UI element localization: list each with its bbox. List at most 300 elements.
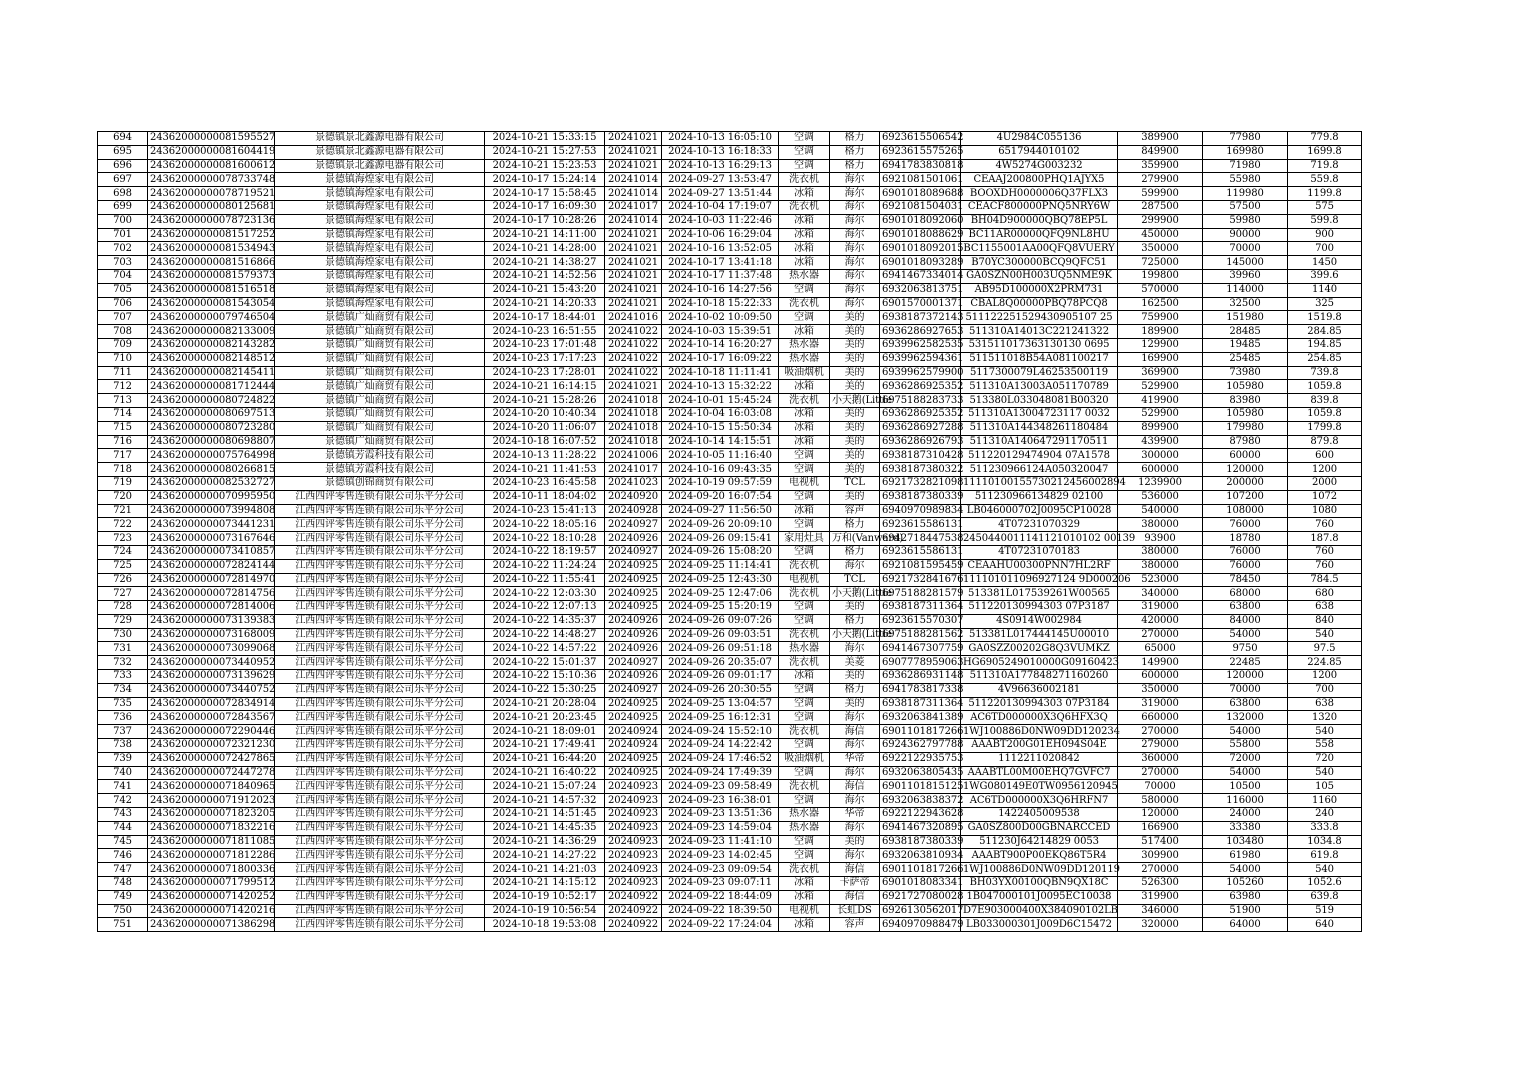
category-cell: 空调 [779, 449, 830, 463]
amount-cell: 1034.8 [1288, 835, 1362, 849]
date-code-cell: 20240926 [605, 642, 662, 656]
date-code-cell: 20240926 [605, 532, 662, 546]
category-cell: 洗衣机 [779, 394, 830, 408]
subsidy-cell: 179980 [1203, 421, 1288, 435]
category-cell: 冰箱 [779, 407, 830, 421]
row-number-cell: 707 [98, 311, 148, 325]
serial-number-cell: 511310A140647291170511 [961, 435, 1118, 449]
row-number-cell: 723 [98, 532, 148, 546]
row-number-cell: 697 [98, 173, 148, 187]
purchase-time-cell: 2024-09-26 09:07:26 [662, 614, 779, 628]
merchant-name-cell: 江西四评零售连锁有限公司乐平分公司 [275, 504, 485, 518]
submit-time-cell: 2024-10-22 15:01:37 [485, 656, 605, 670]
data-table [97, 131, 1362, 932]
amount-cell: 1199.8 [1288, 187, 1362, 201]
subsidy-cell: 10500 [1203, 780, 1288, 794]
date-code-cell: 20241018 [605, 407, 662, 421]
submit-time-cell: 2024-10-21 14:21:03 [485, 863, 605, 877]
subsidy-cell: 145000 [1203, 256, 1288, 270]
row-number-cell: 733 [98, 670, 148, 684]
table-row [98, 256, 1362, 270]
amount-cell: 1059.8 [1288, 407, 1362, 421]
table-row [98, 159, 1362, 173]
barcode-cell: 6936286926793 [880, 435, 961, 449]
amount-cell: 599.8 [1288, 214, 1362, 228]
subsidy-cell: 63800 [1203, 697, 1288, 711]
date-code-cell: 20241021 [605, 145, 662, 159]
category-cell: 空调 [779, 518, 830, 532]
row-number-cell: 728 [98, 601, 148, 615]
row-number-cell: 748 [98, 877, 148, 891]
subsidy-cell: 114000 [1203, 283, 1288, 297]
price-cell: 536000 [1118, 490, 1203, 504]
record-id-cell: 24362000000071799512 [148, 877, 275, 891]
table-row [98, 325, 1362, 339]
merchant-name-cell: 景德镇广灿商贸有限公司 [275, 435, 485, 449]
serial-number-cell: D7E903000400X384090102LB [961, 904, 1118, 918]
price-cell: 369900 [1118, 366, 1203, 380]
table-row [98, 269, 1362, 283]
brand-cell: 海尔 [830, 794, 880, 808]
record-id-cell: 24362000000073099068 [148, 642, 275, 656]
category-cell: 冰箱 [779, 228, 830, 242]
table-row [98, 352, 1362, 366]
purchase-time-cell: 2024-10-16 13:52:05 [662, 242, 779, 256]
category-cell: 冰箱 [779, 187, 830, 201]
category-cell: 热水器 [779, 808, 830, 822]
barcode-cell: 6901018083341 [880, 877, 961, 891]
barcode-cell: 6975188283733 [880, 394, 961, 408]
merchant-name-cell: 景德镇广灿商贸有限公司 [275, 338, 485, 352]
serial-number-cell: 11110100155730212456002894 [961, 476, 1118, 490]
brand-cell: 美的 [830, 325, 880, 339]
amount-cell: 540 [1288, 766, 1362, 780]
merchant-name-cell: 景德镇广灿商贸有限公司 [275, 325, 485, 339]
subsidy-cell: 19485 [1203, 338, 1288, 352]
row-number-cell: 708 [98, 325, 148, 339]
subsidy-cell: 90000 [1203, 228, 1288, 242]
subsidy-cell: 200000 [1203, 476, 1288, 490]
record-id-cell: 24362000000080698807 [148, 435, 275, 449]
date-code-cell: 20240927 [605, 545, 662, 559]
table-row [98, 421, 1362, 435]
barcode-cell: 6939962594361 [880, 352, 961, 366]
serial-number-cell: 1WJ100886D0NW09DD120119 [961, 863, 1118, 877]
barcode-cell: 6938187311364 [880, 601, 961, 615]
brand-cell: 美的 [830, 338, 880, 352]
merchant-name-cell: 江西四评零售连锁有限公司乐平分公司 [275, 559, 485, 573]
amount-cell: 739.8 [1288, 366, 1362, 380]
serial-number-cell: 511230966134829 02100 [961, 490, 1118, 504]
brand-cell: 海尔 [830, 242, 880, 256]
record-id-cell: 24362000000073139383 [148, 614, 275, 628]
merchant-name-cell: 江西四评零售连锁有限公司乐平分公司 [275, 890, 485, 904]
barcode-cell: 6975188281562 [880, 628, 961, 642]
serial-number-cell: 531511017363130130 0695 [961, 338, 1118, 352]
submit-time-cell: 2024-10-17 15:58:45 [485, 187, 605, 201]
amount-cell: 1200 [1288, 670, 1362, 684]
serial-number-cell: 511310A177848271160260 [961, 670, 1118, 684]
category-cell: 空调 [779, 159, 830, 173]
merchant-name-cell: 江西四评零售连锁有限公司乐平分公司 [275, 766, 485, 780]
merchant-name-cell: 江西四评零售连锁有限公司乐平分公司 [275, 656, 485, 670]
barcode-cell: 6941467334014 [880, 269, 961, 283]
subsidy-cell: 76000 [1203, 545, 1288, 559]
submit-time-cell: 2024-10-22 15:10:36 [485, 670, 605, 684]
price-cell: 517400 [1118, 835, 1203, 849]
serial-number-cell: 1WG080149E0TW0956120945 [961, 780, 1118, 794]
row-number-cell: 705 [98, 283, 148, 297]
row-number-cell: 736 [98, 711, 148, 725]
table-row [98, 780, 1362, 794]
submit-time-cell: 2024-10-11 18:04:02 [485, 490, 605, 504]
record-id-cell: 24362000000073168009 [148, 628, 275, 642]
subsidy-cell: 87980 [1203, 435, 1288, 449]
amount-cell: 2000 [1288, 476, 1362, 490]
subsidy-cell: 63980 [1203, 890, 1288, 904]
subsidy-cell: 33380 [1203, 821, 1288, 835]
brand-cell: 海尔 [830, 739, 880, 753]
brand-cell: 海尔 [830, 256, 880, 270]
barcode-cell: 6940970988479 [880, 918, 961, 932]
amount-cell: 700 [1288, 683, 1362, 697]
purchase-time-cell: 2024-10-14 16:20:27 [662, 338, 779, 352]
brand-cell: 海尔 [830, 228, 880, 242]
submit-time-cell: 2024-10-21 14:20:33 [485, 297, 605, 311]
purchase-time-cell: 2024-09-26 20:35:07 [662, 656, 779, 670]
purchase-time-cell: 2024-09-23 11:41:10 [662, 835, 779, 849]
price-cell: 166900 [1118, 821, 1203, 835]
amount-cell: 640 [1288, 918, 1362, 932]
brand-cell: 海信 [830, 725, 880, 739]
record-id-cell: 24362000000073167646 [148, 532, 275, 546]
merchant-name-cell: 江西四评零售连锁有限公司乐平分公司 [275, 614, 485, 628]
submit-time-cell: 2024-10-23 15:41:13 [485, 504, 605, 518]
brand-cell: 卡萨帝 [830, 877, 880, 891]
brand-cell: 海尔 [830, 283, 880, 297]
record-id-cell: 24362000000079746504 [148, 311, 275, 325]
date-code-cell: 20241021 [605, 242, 662, 256]
record-id-cell: 24362000000071912023 [148, 794, 275, 808]
price-cell: 346000 [1118, 904, 1203, 918]
category-cell: 电视机 [779, 573, 830, 587]
amount-cell: 240 [1288, 808, 1362, 822]
barcode-cell: 6936286925352 [880, 380, 961, 394]
amount-cell: 1699.8 [1288, 145, 1362, 159]
row-number-cell: 724 [98, 545, 148, 559]
brand-cell: 小天鹅(Little [830, 628, 880, 642]
purchase-time-cell: 2024-09-25 16:12:31 [662, 711, 779, 725]
purchase-time-cell: 2024-09-23 09:09:54 [662, 863, 779, 877]
brand-cell: 美的 [830, 311, 880, 325]
date-code-cell: 20241006 [605, 449, 662, 463]
table-row [98, 670, 1362, 684]
submit-time-cell: 2024-10-21 20:23:45 [485, 711, 605, 725]
row-number-cell: 740 [98, 766, 148, 780]
price-cell: 1239900 [1118, 476, 1203, 490]
purchase-time-cell: 2024-09-26 20:30:55 [662, 683, 779, 697]
date-code-cell: 20240924 [605, 725, 662, 739]
category-cell: 空调 [779, 132, 830, 146]
submit-time-cell: 2024-10-21 14:57:32 [485, 794, 605, 808]
row-number-cell: 747 [98, 863, 148, 877]
serial-number-cell: 4S0914W002984 [961, 614, 1118, 628]
table-row [98, 766, 1362, 780]
serial-number-cell: GA0SZZ00202G8Q3VUMKZ [961, 642, 1118, 656]
table-row [98, 297, 1362, 311]
row-number-cell: 749 [98, 890, 148, 904]
record-id-cell: 24362000000081517252 [148, 228, 275, 242]
category-cell: 冰箱 [779, 918, 830, 932]
date-code-cell: 20241018 [605, 394, 662, 408]
submit-time-cell: 2024-10-22 14:48:27 [485, 628, 605, 642]
brand-cell: 海尔 [830, 711, 880, 725]
serial-number-cell: BOOXDH0000006Q37FLX3 [961, 187, 1118, 201]
date-code-cell: 20240925 [605, 601, 662, 615]
purchase-time-cell: 2024-10-18 11:11:41 [662, 366, 779, 380]
row-number-cell: 729 [98, 614, 148, 628]
date-code-cell: 20240923 [605, 849, 662, 863]
table-row [98, 890, 1362, 904]
price-cell: 580000 [1118, 794, 1203, 808]
serial-number-cell: AC6TD000000X3Q6HRFN7 [961, 794, 1118, 808]
date-code-cell: 20241023 [605, 476, 662, 490]
category-cell: 空调 [779, 697, 830, 711]
brand-cell: 海尔 [830, 297, 880, 311]
date-code-cell: 20240925 [605, 559, 662, 573]
date-code-cell: 20240923 [605, 821, 662, 835]
merchant-name-cell: 江西四评零售连锁有限公司乐平分公司 [275, 904, 485, 918]
brand-cell: 美的 [830, 670, 880, 684]
purchase-time-cell: 2024-10-17 11:37:48 [662, 269, 779, 283]
record-id-cell: 24362000000073994808 [148, 504, 275, 518]
subsidy-cell: 68000 [1203, 587, 1288, 601]
price-cell: 380000 [1118, 559, 1203, 573]
subsidy-cell: 70000 [1203, 683, 1288, 697]
submit-time-cell: 2024-10-21 15:23:53 [485, 159, 605, 173]
table-row [98, 573, 1362, 587]
subsidy-cell: 103480 [1203, 835, 1288, 849]
purchase-time-cell: 2024-09-26 09:15:41 [662, 532, 779, 546]
purchase-time-cell: 2024-10-03 11:22:46 [662, 214, 779, 228]
serial-number-cell: LB046000702J0095CP10028 [961, 504, 1118, 518]
serial-number-cell: 511310A144348261180484 [961, 421, 1118, 435]
serial-number-cell: 513381L017444145U00010 [961, 628, 1118, 642]
subsidy-cell: 83980 [1203, 394, 1288, 408]
purchase-time-cell: 2024-09-24 17:49:39 [662, 766, 779, 780]
row-number-cell: 739 [98, 752, 148, 766]
price-cell: 279900 [1118, 173, 1203, 187]
date-code-cell: 20240923 [605, 835, 662, 849]
row-number-cell: 702 [98, 242, 148, 256]
table-row [98, 877, 1362, 891]
serial-number-cell: CBAL8Q00000PBQ78PCQ8 [961, 297, 1118, 311]
amount-cell: 760 [1288, 559, 1362, 573]
serial-number-cell: 4U2984C055136 [961, 132, 1118, 146]
record-id-cell: 24362000000081712444 [148, 380, 275, 394]
serial-number-cell: HG6905249010000G09160423 [961, 656, 1118, 670]
row-number-cell: 715 [98, 421, 148, 435]
serial-number-cell: AAABT200G01EH094S04E [961, 739, 1118, 753]
barcode-cell: 6901018089688 [880, 187, 961, 201]
price-cell: 320000 [1118, 918, 1203, 932]
purchase-time-cell: 2024-09-27 13:53:47 [662, 173, 779, 187]
merchant-name-cell: 景德镇广灿商贸有限公司 [275, 380, 485, 394]
record-id-cell: 24362000000072824144 [148, 559, 275, 573]
merchant-name-cell: 景德镇海煌家电有限公司 [275, 200, 485, 214]
barcode-cell: 6941783830818 [880, 159, 961, 173]
row-number-cell: 744 [98, 821, 148, 835]
subsidy-cell: 70000 [1203, 242, 1288, 256]
price-cell: 389900 [1118, 132, 1203, 146]
category-cell: 冰箱 [779, 214, 830, 228]
date-code-cell: 20240922 [605, 918, 662, 932]
barcode-cell: 6932063841389 [880, 711, 961, 725]
date-code-cell: 20240925 [605, 573, 662, 587]
purchase-time-cell: 2024-10-17 13:41:18 [662, 256, 779, 270]
subsidy-cell: 54000 [1203, 725, 1288, 739]
table-row [98, 518, 1362, 532]
price-cell: 149900 [1118, 656, 1203, 670]
brand-cell: 小天鹅(Little [830, 394, 880, 408]
date-code-cell: 20240925 [605, 752, 662, 766]
table-row [98, 449, 1362, 463]
amount-cell: 839.8 [1288, 394, 1362, 408]
table-row [98, 407, 1362, 421]
amount-cell: 1799.8 [1288, 421, 1362, 435]
merchant-name-cell: 江西四评零售连锁有限公司乐平分公司 [275, 532, 485, 546]
subsidy-cell: 105260 [1203, 877, 1288, 891]
table-row [98, 794, 1362, 808]
barcode-cell: 6923615586131 [880, 518, 961, 532]
price-cell: 65000 [1118, 642, 1203, 656]
spreadsheet-sheet [97, 131, 1361, 932]
table-row [98, 394, 1362, 408]
submit-time-cell: 2024-10-21 14:27:22 [485, 849, 605, 863]
barcode-cell: 6901101817266 [880, 863, 961, 877]
amount-cell: 1200 [1288, 463, 1362, 477]
category-cell: 吸油烟机 [779, 366, 830, 380]
record-id-cell: 24362000000071832216 [148, 821, 275, 835]
amount-cell: 779.8 [1288, 132, 1362, 146]
submit-time-cell: 2024-10-22 15:30:25 [485, 683, 605, 697]
amount-cell: 540 [1288, 725, 1362, 739]
barcode-cell: 6936286925352 [880, 407, 961, 421]
submit-time-cell: 2024-10-21 15:28:26 [485, 394, 605, 408]
amount-cell: 1450 [1288, 256, 1362, 270]
serial-number-cell: 511511018B54A081100217 [961, 352, 1118, 366]
barcode-cell: 6926130562017 [880, 904, 961, 918]
purchase-time-cell: 2024-09-24 15:52:10 [662, 725, 779, 739]
submit-time-cell: 2024-10-23 16:45:58 [485, 476, 605, 490]
submit-time-cell: 2024-10-22 18:19:57 [485, 545, 605, 559]
submit-time-cell: 2024-10-22 12:07:13 [485, 601, 605, 615]
barcode-cell: 6921081504031 [880, 200, 961, 214]
submit-time-cell: 2024-10-22 18:05:16 [485, 518, 605, 532]
amount-cell: 1320 [1288, 711, 1362, 725]
subsidy-cell: 78450 [1203, 573, 1288, 587]
subsidy-cell: 73980 [1203, 366, 1288, 380]
brand-cell: 格力 [830, 132, 880, 146]
row-number-cell: 710 [98, 352, 148, 366]
brand-cell: 美的 [830, 352, 880, 366]
date-code-cell: 20241014 [605, 187, 662, 201]
serial-number-cell: AB95D100000X2PRM731 [961, 283, 1118, 297]
merchant-name-cell: 景德镇海煌家电有限公司 [275, 214, 485, 228]
merchant-name-cell: 景德镇广灿商贸有限公司 [275, 311, 485, 325]
serial-number-cell: 1112211020842 [961, 752, 1118, 766]
table-row [98, 380, 1362, 394]
merchant-name-cell: 景德镇海煌家电有限公司 [275, 187, 485, 201]
purchase-time-cell: 2024-09-26 09:51:18 [662, 642, 779, 656]
record-id-cell: 24362000000078733748 [148, 173, 275, 187]
record-id-cell: 24362000000072321230 [148, 739, 275, 753]
amount-cell: 575 [1288, 200, 1362, 214]
serial-number-cell: 511230J64214829 0053 [961, 835, 1118, 849]
submit-time-cell: 2024-10-20 10:40:34 [485, 407, 605, 421]
subsidy-cell: 32500 [1203, 297, 1288, 311]
category-cell: 空调 [779, 614, 830, 628]
merchant-name-cell: 江西四评零售连锁有限公司乐平分公司 [275, 670, 485, 684]
record-id-cell: 24362000000073441231 [148, 518, 275, 532]
serial-number-cell: AAABTL00M00EHQ7GVFC7 [961, 766, 1118, 780]
brand-cell: 海尔 [830, 559, 880, 573]
brand-cell: 格力 [830, 545, 880, 559]
merchant-name-cell: 景德镇景北鑫源电器有限公司 [275, 145, 485, 159]
table-row [98, 711, 1362, 725]
table-row [98, 683, 1362, 697]
merchant-name-cell: 江西四评零售连锁有限公司乐平分公司 [275, 573, 485, 587]
record-id-cell: 24362000000082145411 [148, 366, 275, 380]
amount-cell: 540 [1288, 628, 1362, 642]
record-id-cell: 24362000000080724822 [148, 394, 275, 408]
brand-cell: 美的 [830, 435, 880, 449]
date-code-cell: 20241014 [605, 173, 662, 187]
row-number-cell: 737 [98, 725, 148, 739]
subsidy-cell: 71980 [1203, 159, 1288, 173]
submit-time-cell: 2024-10-21 14:51:45 [485, 808, 605, 822]
serial-number-cell: 511230966124A050320047 [961, 463, 1118, 477]
date-code-cell: 20240925 [605, 587, 662, 601]
price-cell: 450000 [1118, 228, 1203, 242]
record-id-cell: 24362000000072814970 [148, 573, 275, 587]
purchase-time-cell: 2024-09-25 12:47:06 [662, 587, 779, 601]
purchase-time-cell: 2024-09-25 13:04:57 [662, 697, 779, 711]
merchant-name-cell: 江西四评零售连锁有限公司乐平分公司 [275, 877, 485, 891]
table-row [98, 545, 1362, 559]
serial-number-cell: BH03YX00100QBN9QX18C [961, 877, 1118, 891]
amount-cell: 254.85 [1288, 352, 1362, 366]
amount-cell: 719.8 [1288, 159, 1362, 173]
barcode-cell: 6942718447538 [880, 532, 961, 546]
barcode-cell: 6932063810934 [880, 849, 961, 863]
purchase-time-cell: 2024-10-13 15:32:22 [662, 380, 779, 394]
submit-time-cell: 2024-10-21 14:45:35 [485, 821, 605, 835]
amount-cell: 519 [1288, 904, 1362, 918]
row-number-cell: 698 [98, 187, 148, 201]
category-cell: 空调 [779, 849, 830, 863]
record-id-cell: 24362000000072427865 [148, 752, 275, 766]
purchase-time-cell: 2024-10-16 14:27:56 [662, 283, 779, 297]
serial-number-cell: 511220130994303 07P3184 [961, 697, 1118, 711]
barcode-cell: 6938187380339 [880, 490, 961, 504]
serial-number-cell: B70YC300000BCQ9QFC51 [961, 256, 1118, 270]
brand-cell: 华帝 [830, 808, 880, 822]
row-number-cell: 701 [98, 228, 148, 242]
merchant-name-cell: 江西四评零售连锁有限公司乐平分公司 [275, 490, 485, 504]
brand-cell: 美菱 [830, 656, 880, 670]
price-cell: 420000 [1118, 614, 1203, 628]
